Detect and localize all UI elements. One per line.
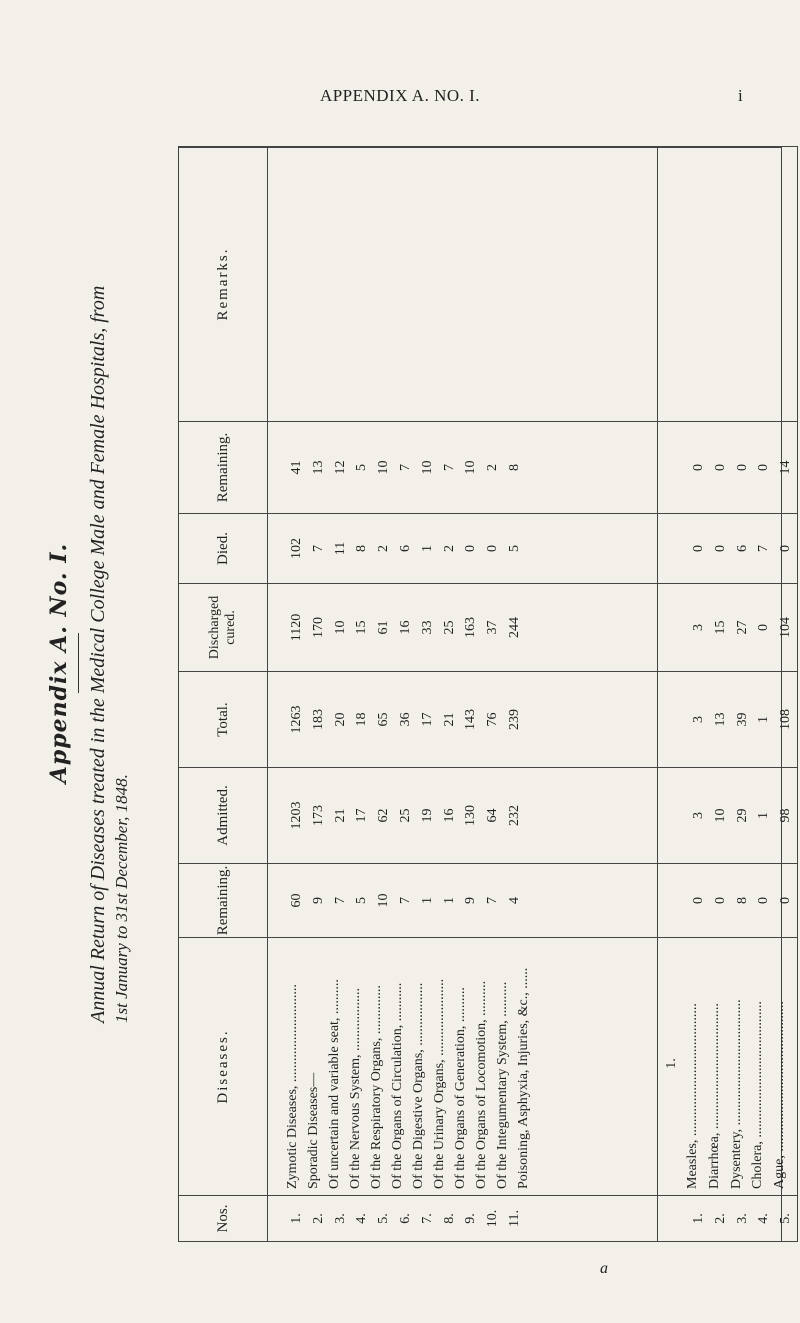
cell-value: 0 [756, 897, 772, 904]
cell-value: 0 [756, 624, 772, 631]
cell-value: 21 [441, 712, 457, 727]
list-item: 1. [691, 1213, 706, 1224]
cell-value: 1 [756, 812, 772, 819]
cell-value: 2 [485, 464, 501, 471]
cell-value: 143 [463, 709, 479, 730]
cell-value: 27 [734, 620, 750, 635]
section-two-remarks [658, 147, 798, 422]
cell-value: 173 [310, 805, 326, 826]
cell-value: 9 [463, 897, 479, 904]
cell-value: 29 [734, 808, 750, 823]
cell-value: 0 [756, 464, 772, 471]
running-header: APPENDIX A. NO. I. [319, 86, 481, 105]
cell-value: 232 [506, 805, 522, 826]
cell-value: 10 [332, 620, 348, 635]
section-two-admitted [658, 768, 798, 864]
title-line-2: 1st January to 31st December, 1848. [112, 774, 131, 1023]
section-two-row [658, 147, 798, 1242]
cell-value: 37 [485, 620, 501, 635]
disease-label: Poisoning, Asphyxia, Injuries, &c., ...... [516, 967, 531, 1189]
disease-label: Zymotic Diseases, ............................ [285, 984, 300, 1189]
cell-value: 76 [485, 712, 501, 727]
cell-value: 239 [506, 709, 522, 730]
cell-value: 108 [778, 709, 794, 730]
cell-value: 15 [354, 620, 370, 635]
cell-value: 10 [419, 460, 435, 475]
col-header-discharged: Discharged cured. [179, 584, 268, 672]
total-value: 60 [289, 893, 304, 908]
cell-value: 10 [712, 808, 728, 823]
cell-value: 36 [397, 712, 413, 727]
cell-value: 7 [756, 545, 772, 552]
cell-value: 13 [310, 460, 326, 475]
section-one-remaining-end [268, 422, 658, 514]
cell-value: 5 [354, 897, 370, 904]
disease-label: Measles, ...................................... [685, 1003, 700, 1189]
list-item: 3. [332, 1213, 348, 1224]
cell-value: 10 [463, 460, 479, 475]
disease-label: Of the Organs of Locomotion, .......... [474, 980, 489, 1189]
list-item: 2. [712, 1213, 728, 1224]
cell-value: 3 [691, 716, 706, 723]
total-value: 1263 [289, 705, 304, 734]
cell-value: 7 [332, 897, 348, 904]
total-value: 102 [289, 538, 304, 559]
section-one-row [268, 147, 658, 1242]
section-two-remaining-end [658, 422, 798, 514]
list-item: 8. [441, 1213, 457, 1224]
cell-value: 1 [756, 716, 772, 723]
col-header-remarks: Remarks. [179, 147, 268, 422]
cell-value: 2 [376, 545, 392, 552]
cell-value: 0 [463, 545, 479, 552]
cell-value: 16 [441, 808, 457, 823]
cell-value: 3 [691, 812, 706, 819]
total-value: 1203 [289, 801, 304, 830]
cell-value: 8 [354, 545, 370, 552]
cell-value: 0 [712, 464, 728, 471]
cell-value: 1 [419, 897, 435, 904]
cell-value: 0 [778, 897, 794, 904]
section-one-discharged [268, 584, 658, 672]
list-item: 4. [756, 1213, 772, 1224]
section-two-total [658, 672, 798, 768]
section-one-nos [268, 1196, 658, 1242]
cell-value: 0 [778, 545, 794, 552]
cell-value: 14 [778, 460, 794, 475]
side-title [46, 118, 186, 1208]
disease-label: Of uncertain and variable seat, .......... [327, 979, 342, 1189]
section-one-diseases [268, 938, 658, 1196]
cell-value: 7 [397, 464, 413, 471]
cell-value: 25 [441, 620, 457, 635]
cell-value: 17 [419, 712, 435, 727]
col-header-remaining-start: Remaining. [179, 864, 268, 938]
list-item: 5. [376, 1213, 392, 1224]
disease-label: Of the Integumentary System, .......... [495, 981, 510, 1189]
cell-value: 61 [376, 620, 392, 635]
section-heading: 1. [664, 1058, 679, 1069]
section-two-diseases [658, 938, 798, 1196]
cell-value: 0 [691, 545, 706, 552]
cell-value: 0 [691, 897, 706, 904]
list-item: 1. [289, 1213, 304, 1224]
col-header-admitted: Admitted. [179, 768, 268, 864]
cell-value: 170 [310, 617, 326, 638]
cell-value: 3 [691, 624, 706, 631]
cell-value: 39 [734, 712, 750, 727]
total-value: 1120 [289, 613, 304, 642]
cell-value: 163 [463, 617, 479, 638]
disease-label: Of the Urinary Organs, ...................... [432, 978, 447, 1189]
cell-value: 183 [310, 709, 326, 730]
returns-table-wrap [178, 147, 794, 1242]
cell-value: 12 [332, 460, 348, 475]
section-two-nos [658, 1196, 798, 1242]
cell-value: 8 [506, 464, 522, 471]
disease-label: Cholera, ....................................... [750, 1001, 766, 1189]
cell-value: 130 [463, 805, 479, 826]
disease-label: Diarrhœa, .................................... [706, 1003, 722, 1189]
section-two-died [658, 514, 798, 584]
cell-value: 20 [332, 712, 348, 727]
cell-value: 15 [712, 620, 728, 635]
cell-value: 9 [310, 897, 326, 904]
disease-label: Of the Respiratory Organs, .............. [369, 985, 384, 1189]
cell-value: 104 [778, 617, 794, 638]
total-value: 41 [289, 460, 304, 475]
list-item: 2. [310, 1213, 326, 1224]
col-header-no: Nos. [179, 1196, 268, 1242]
cell-value: 64 [485, 808, 501, 823]
cell-value: 19 [419, 808, 435, 823]
cell-value: 2 [441, 545, 457, 552]
cell-value: 11 [332, 541, 348, 556]
section-one-total [268, 672, 658, 768]
cell-value: 7 [441, 464, 457, 471]
list-item: 11. [506, 1210, 522, 1227]
cell-value: 0 [712, 897, 728, 904]
cell-value: 18 [354, 712, 370, 727]
section-one-died [268, 514, 658, 584]
section-one-remaining-start [268, 864, 658, 938]
cell-value: 0 [712, 545, 728, 552]
signature-mark: a [600, 1260, 608, 1277]
page-number: i [738, 86, 743, 105]
col-header-remaining-end: Remaining. [179, 422, 268, 514]
list-item: 7. [419, 1213, 435, 1224]
col-header-total: Total. [179, 672, 268, 768]
disease-label: Sporadic Diseases— [306, 1072, 321, 1189]
col-header-diseases: Diseases. [179, 938, 268, 1196]
list-item: 4. [354, 1213, 370, 1224]
disease-label: Of the Organs of Circulation, ........... [390, 982, 405, 1189]
disease-label: Of the Nervous System, .................. [348, 987, 363, 1189]
disease-label: Ague, ........................................... [772, 1001, 788, 1189]
col-header-died: Died. [179, 514, 268, 584]
cell-value: 6 [734, 545, 750, 552]
appendix-heading: Appendix A. No. I. [46, 542, 72, 784]
cell-value: 7 [485, 897, 501, 904]
cell-value: 10 [376, 893, 392, 908]
header-row [179, 147, 268, 1242]
cell-value: 65 [376, 712, 392, 727]
title-rule [78, 633, 79, 693]
cell-value: 7 [310, 545, 326, 552]
cell-value: 10 [376, 460, 392, 475]
cell-value: 4 [506, 897, 522, 904]
cell-value: 7 [397, 897, 413, 904]
cell-value: 17 [354, 808, 370, 823]
cell-value: 0 [734, 464, 750, 471]
disease-label: Dysentery, .................................... [728, 999, 744, 1189]
returns-table [178, 146, 798, 1242]
cell-value: 5 [506, 545, 522, 552]
section-two-discharged [658, 584, 798, 672]
list-item: 6. [397, 1213, 413, 1224]
disease-label: Of the Digestive Organs, .................. [411, 982, 426, 1189]
section-one-admitted [268, 768, 658, 864]
list-item: 5. [778, 1213, 794, 1224]
cell-value: 5 [354, 464, 370, 471]
disease-label: Of the Organs of Generation, .......... [453, 987, 468, 1189]
cell-value: 6 [397, 545, 413, 552]
cell-value: 0 [691, 464, 706, 471]
cell-value: 33 [419, 620, 435, 635]
cell-value: 13 [712, 712, 728, 727]
cell-value: 21 [332, 808, 348, 823]
cell-value: 1 [419, 545, 435, 552]
cell-value: 62 [376, 808, 392, 823]
title-line-1: Annual Return of Diseases treated in the Medical College Male and Female Hospitals, from [87, 285, 109, 1023]
cell-value: 16 [397, 620, 413, 635]
section-two-remaining-start [658, 864, 798, 938]
cell-value: 25 [397, 808, 413, 823]
list-item: 3. [734, 1213, 750, 1224]
cell-value: 0 [485, 545, 501, 552]
list-item: 9. [463, 1213, 479, 1224]
cell-value: 244 [506, 617, 522, 638]
cell-value: 8 [734, 897, 750, 904]
list-item: 10. [485, 1209, 501, 1228]
cell-value: 1 [441, 897, 457, 904]
cell-value: 98 [778, 808, 794, 823]
section-one-remarks [268, 147, 658, 422]
